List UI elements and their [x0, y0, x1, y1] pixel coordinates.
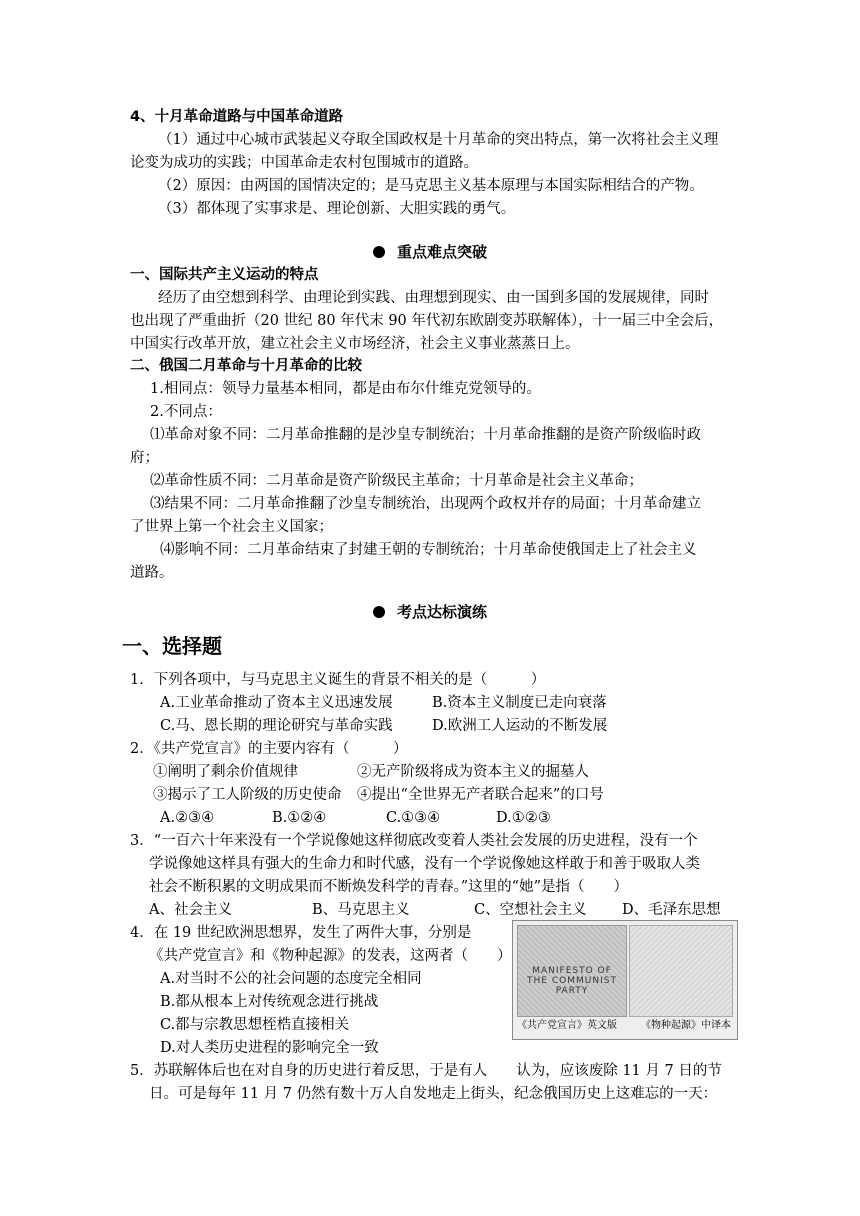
q2-item-1: ①阐明了剩余价值规律	[153, 764, 298, 780]
question-5-line-2: 日。可是每年 11 月 7 仍然有数十万人自发地走上街头，纪念俄国历史上这难忘的一天：	[149, 1086, 718, 1102]
question-3-line-1: 3．“一百六十年来没有一个学说像她这样彻底改变着人类社会发展的历史进程，没有一个	[130, 833, 698, 849]
question-3-line-3: 社会不断积累的文明成果而不断焕发科学的青春。”这里的“她”是指（ ）	[149, 879, 628, 895]
q3-option-c: C、空想社会主义	[474, 902, 587, 918]
origin-of-species-cover-image	[629, 925, 733, 1017]
manifesto-cover-text: MANIFESTO OF THE COMMUNIST PARTY	[527, 966, 617, 996]
q4-option-c: C.都与宗教思想桎梏直接相关	[160, 1017, 350, 1033]
question-4-line-2: 《共产党宣言》和《物种起源》的发表，这两者（ ）	[149, 948, 512, 964]
s4-paragraph-1b: 论变为成功的实践；中国革命走农村包围城市的道路。	[130, 155, 478, 171]
image-caption-left: 《共产党宣言》英文版	[517, 1020, 617, 1031]
h2-diff-label: 2.不同点：	[150, 404, 222, 420]
heading-1: 一、国际共产主义运动的特点	[130, 267, 319, 283]
q3-option-b: B、马克思主义	[312, 902, 410, 918]
q2-option-a: A.②③④	[160, 810, 215, 826]
h2-diff-3b: 了世界上第一个社会主义国家；	[130, 519, 333, 535]
s4-paragraph-2: （2）原因：由两国的国情决定的；是马克思主义基本原理与本国实际相结合的产物。	[158, 178, 704, 194]
h2-same: 1.相同点：领导力量基本相同，都是由布尔什维克党领导的。	[150, 381, 541, 397]
q3-option-a: A、社会主义	[149, 902, 232, 918]
image-caption-right: 《物种起源》中译本	[641, 1020, 731, 1031]
h2-diff-2: ⑵革命性质不同：二月革命是资产阶级民主革命；十月革命是社会主义革命；	[150, 473, 643, 489]
h1-paragraph-2: 也出现了严重曲折（20 世纪 80 年代末 90 年代初东欧剧变苏联解体），十一届三中全会后，	[130, 313, 724, 329]
s4-paragraph-1a: （1）通过中心城市武装起义夺取全国政权是十月革命的突出特点，第一次将社会主义理	[158, 132, 719, 148]
bullet-icon	[373, 246, 385, 258]
manifesto-cover-image	[517, 925, 627, 1017]
q2-item-2: ②无产阶级将成为资本主义的掘墓人	[357, 764, 589, 780]
q1-option-d: D.欧洲工人运动的不断发展	[432, 718, 608, 734]
q2-option-d: D.①②③	[496, 810, 551, 826]
h2-diff-4b: 道路。	[130, 565, 174, 581]
q4-option-a: A.对当时不公的社会问题的态度完全相同	[160, 971, 422, 987]
q2-option-b: B.①②④	[272, 810, 327, 826]
question-3-line-2: 学说像她这样具有强大的生命力和时代感，没有一个学说像她这样敢于和善于吸取人类	[149, 856, 700, 872]
h2-diff-1b: 府；	[130, 450, 159, 466]
s4-paragraph-3: （3）都体现了实事求是、理论创新、大胆实践的勇气。	[158, 201, 516, 217]
book-cover-images	[512, 920, 738, 1040]
q3-option-d: D、毛泽东思想	[622, 902, 721, 918]
q4-option-d: D.对人类历史进程的影响完全一致	[160, 1040, 379, 1056]
q2-item-4: ④提出“全世界无产者联合起来”的口号	[357, 787, 604, 803]
h2-diff-4a: ⑷影响不同：二月革命结束了封建王朝的专制统治；十月革命使俄国走上了社会主义	[160, 542, 697, 558]
h1-paragraph-1: 经历了由空想到科学、由理论到实践、由理想到现实、由一国到多国的发展规律，同时	[158, 290, 709, 306]
heading-2: 二、俄国二月革命与十月革命的比较	[130, 358, 362, 374]
q1-option-a: A.工业革命推动了资本主义迅速发展	[160, 695, 393, 711]
question-1: 1．下列各项中，与马克思主义诞生的背景不相关的是（ ）	[130, 672, 546, 688]
question-5-line-1: 5．苏联解体后也在对自身的历史进行着反思，于是有人 认为，应该废除 11 月 7 日的节	[130, 1063, 722, 1079]
section-title-zhongdian: 重点难点突破	[0, 241, 860, 263]
q2-option-c: C.①③④	[386, 810, 441, 826]
q4-option-b: B.都从根本上对传统观念进行挑战	[160, 994, 379, 1010]
question-2: 2．《共产党宣言》的主要内容有（ ）	[130, 741, 408, 757]
q1-option-c: C.马、恩长期的理论研究与革命实践	[160, 718, 393, 734]
choice-section-heading: 一、选择题	[122, 634, 222, 658]
q1-option-b: B.资本主义制度已走向衰落	[432, 695, 607, 711]
bullet-icon	[373, 606, 385, 618]
h1-paragraph-3: 中国实行改革开放，建立社会主义市场经济，社会主义事业蒸蒸日上。	[130, 336, 580, 352]
section-4-title: 4、十月革命道路与中国革命道路	[130, 109, 344, 125]
section-title-kaodian: 考点达标演练	[0, 601, 860, 623]
h2-diff-1a: ⑴革命对象不同：二月革命推翻的是沙皇专制统治；十月革命推翻的是资产阶级临时政	[150, 427, 701, 443]
h2-diff-3a: ⑶结果不同：二月革命推翻了沙皇专制统治，出现两个政权并存的局面；十月革命建立	[150, 496, 701, 512]
q2-item-3: ③揭示了工人阶级的历史使命	[153, 787, 342, 803]
question-4-line-1: 4．在 19 世纪欧洲思想界，发生了两件大事，分别是	[130, 925, 472, 941]
